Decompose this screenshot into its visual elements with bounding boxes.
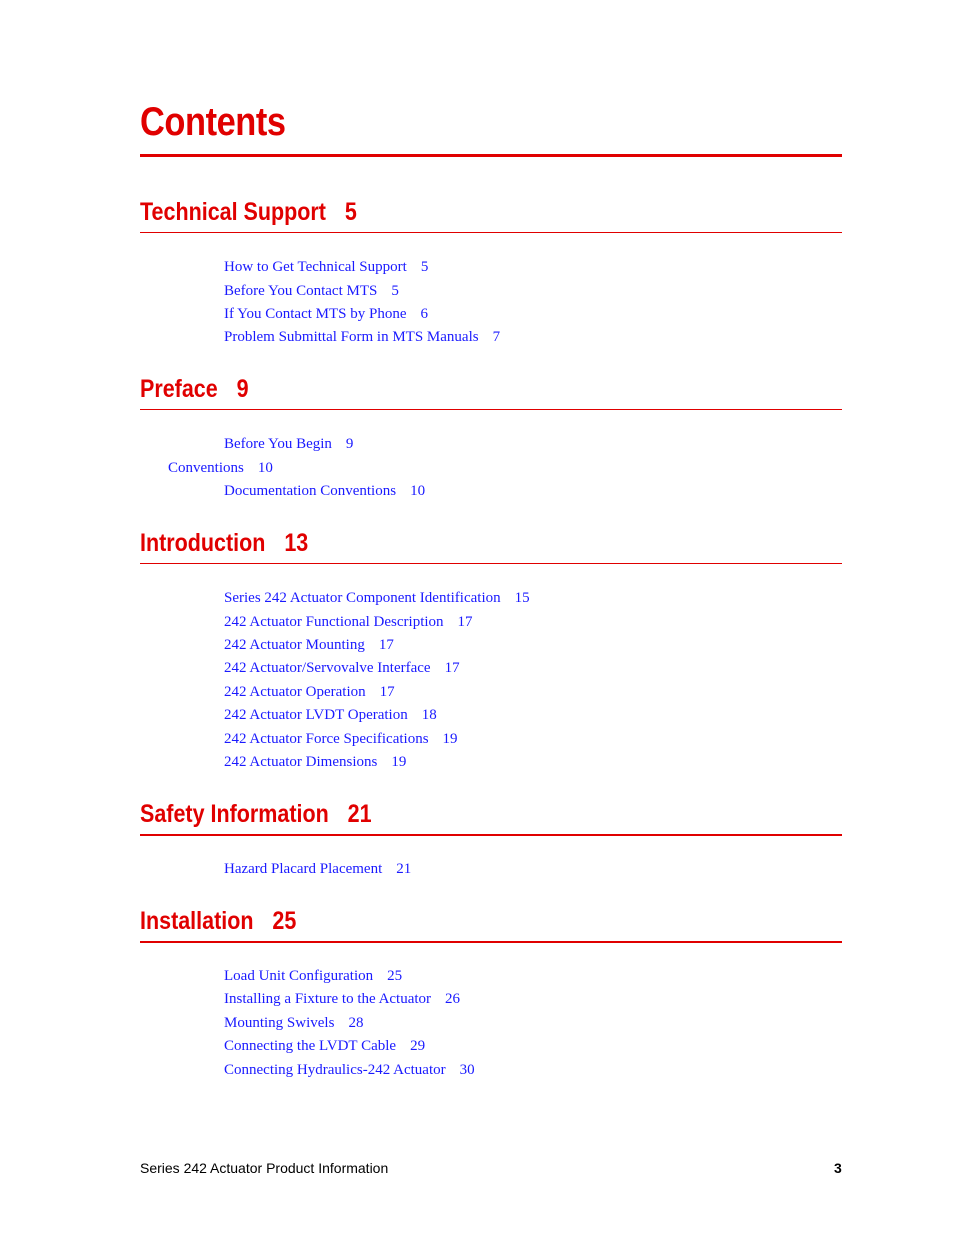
toc-entry[interactable] [224,990,460,1008]
toc-entry-page: 17 [378,637,394,653]
section-divider [140,834,842,836]
toc-entry[interactable] [224,305,428,323]
section-page: 9 [236,375,249,403]
toc-entry-label: 242 Actuator Operation [224,684,366,700]
toc-entry[interactable] [224,706,437,724]
toc-entry[interactable] [224,1014,363,1032]
toc-entry[interactable] [224,613,473,631]
section-page: 5 [344,198,357,226]
toc-entry-label: Problem Submittal Form in MTS Manuals [224,329,479,345]
toc-entry-label: If You Contact MTS by Phone [224,306,407,322]
section-heading-installation[interactable] [140,907,296,936]
section-divider [140,409,842,410]
toc-entry-label: 242 Actuator/Servovalve Interface [224,660,431,676]
toc-entry-page: 9 [345,436,354,452]
toc-entry-label: Series 242 Actuator Component Identification [224,590,501,606]
toc-entry-label: Before You Begin [224,436,332,452]
toc-entry-label: Before You Contact MTS [224,283,378,299]
toc-entry-label: Connecting Hydraulics-242 Actuator [224,1062,446,1078]
toc-entry-label: 242 Actuator LVDT Operation [224,707,408,723]
toc-entry-page: 30 [459,1062,475,1078]
toc-entry[interactable] [224,860,411,878]
toc-entry-label: How to Get Technical Support [224,259,407,275]
toc-entry[interactable] [224,258,428,276]
section-page: 21 [347,800,372,828]
toc-entry[interactable] [224,730,458,748]
section-heading-introduction[interactable] [140,529,308,558]
toc-entry-page: 28 [348,1015,364,1031]
section-heading-preface[interactable] [140,375,249,404]
toc-entry[interactable] [224,1037,425,1055]
toc-entry-page: 26 [445,991,461,1007]
toc-entry-label: Hazard Placard Placement [224,861,383,877]
toc-entry-label: 242 Actuator Mounting [224,637,365,653]
section-title: Safety Information [140,800,329,828]
toc-entry-label: 242 Actuator Functional Description [224,614,444,630]
toc-entry[interactable] [224,482,425,500]
toc-entry[interactable] [224,753,406,771]
section-title: Introduction [140,529,266,557]
section-title: Installation [140,907,254,935]
toc-entry-label: 242 Actuator Dimensions [224,754,378,770]
toc-entry-page: 15 [514,590,530,606]
section-title: Technical Support [140,198,326,226]
toc-entry-page: 25 [387,968,403,984]
toc-entry[interactable] [224,328,500,346]
toc-entry[interactable] [224,282,399,300]
footer-document-title: Series 242 Actuator Product Information [140,1160,389,1176]
toc-entry-page: 5 [391,283,399,299]
footer-page-number: 3 [834,1160,842,1176]
section-heading-safety-information[interactable] [140,800,372,829]
toc-entry-page: 17 [379,684,395,700]
toc-entry-label: Mounting Swivels [224,1015,335,1031]
section-divider [140,563,842,564]
toc-entry[interactable] [224,589,530,607]
toc-entry-label: Load Unit Configuration [224,968,374,984]
toc-entry-page: 17 [444,660,460,676]
toc-entry[interactable] [224,683,395,701]
toc-entry-page: 17 [457,614,473,630]
toc-entry-page: 7 [492,329,501,345]
section-divider [140,232,842,233]
toc-entry-page: 10 [410,483,426,499]
toc-entry-page: 19 [391,754,407,770]
toc-entry-page: 10 [257,460,273,476]
toc-entry-page: 18 [421,707,437,723]
toc-entry[interactable] [224,659,460,677]
toc-entry[interactable] [224,636,394,654]
toc-entry-page: 21 [396,861,412,877]
section-divider [140,941,842,943]
title-divider [140,154,842,157]
toc-entry[interactable] [224,435,353,453]
toc-entry-label: Documentation Conventions [224,483,397,499]
toc-entry-page: 29 [410,1038,426,1054]
section-heading-technical-support[interactable] [140,198,357,227]
toc-entry-label: Installing a Fixture to the Actuator [224,991,432,1007]
toc-entry-label: Conventions [168,460,244,476]
section-title: Preface [140,375,218,403]
toc-entry[interactable] [224,1061,475,1079]
toc-entry-label: 242 Actuator Force Specifications [224,731,429,747]
section-page: 13 [284,529,309,557]
toc-entry-label: Connecting the LVDT Cable [224,1038,397,1054]
section-page: 25 [272,907,297,935]
toc-entry-page: 5 [420,259,429,275]
toc-entry-page: 6 [420,306,429,322]
toc-entry-page: 19 [442,731,458,747]
page-title: Contents [140,100,286,144]
toc-entry[interactable] [224,967,402,985]
toc-entry[interactable] [168,459,273,477]
